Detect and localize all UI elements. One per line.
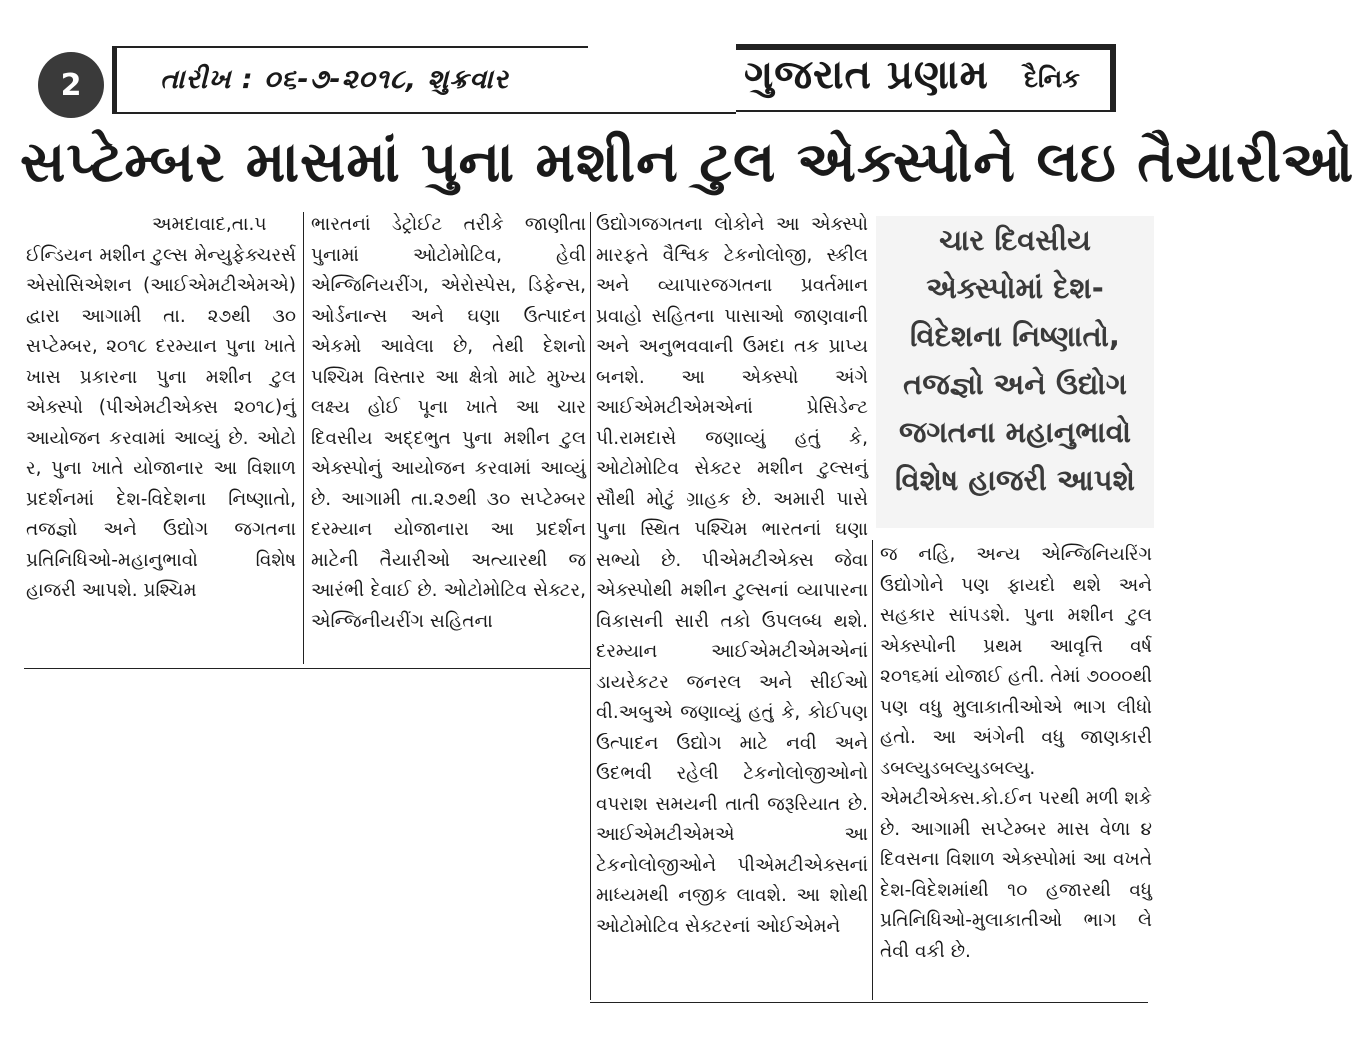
article-paragraph: જ નહિ, અન્ય એન્જિનિયરિંગ ઉદ્યોગોને પણ ફાયદો થશે અને સહકાર સાંપડશે. પુના મશીન ટુલ એક્સ્પોની પ્રથમ આવૃત્તિ વર્ષ ૨૦૧૬માં યોજાઈ હતી. તેમાં ૭૦૦૦થી પણ વધુ મુલાકાતીઓએ ભાગ લીધો હતો. આ અંગેની વધુ જાણકારી ડબલ્યુડબલ્યુડબલ્યુ. એમટીએક્સ.કો.ઈન પરથી મળી શકે છે. આગામી સપ્ટેમ્બર માસ વેળા ૪ દિવસના વિશાળ એક્સ્પોમાં આ વખતે દેશ-વિદેશમાંથી ૧૦ હજારથી વધુ પ્રતિનિધિઓ-મુલાકાતીઓ ભાગ લે તેવી વકી છે. (880, 544, 1152, 962)
date-line: તારીખ : ૦૬-૭-૨૦૧૮, શુક્રવાર (160, 64, 509, 95)
pull-quote-line: ચાર દિવસીય (939, 223, 1091, 257)
article-bottom-rule (590, 1002, 1148, 1003)
article-paragraph: અમદાવાદ,તા.૫ ઈન્ડિયન મશીન ટુલ્સ મેન્યુફેક્ચરર્સ એસોસિએશન (આઈએમટીએમએ) દ્વારા આગામી તા. ૨૭થી ૩૦ સપ્ટેમ્બર, ૨૦૧૮ દરમ્યાન પુના ખાતે ખાસ પ્રકારના પુના મશીન ટુલ એક્સ્પો (પીએમટીએક્સ ૨૦૧૮)નું આયોજન કરવામાં આવ્યું છે. ઓટો ર, પુના ખાતે યોજાનાર આ વિશાળ પ્રદર્શનમાં દેશ-વિદેશના નિષ્ણાતો, તજજ્ઞો અને ઉદ્યોગ જગતના પ્રતિનિધિઓ-મહાનુભાવો વિશેષ હાજરી આપશે. પ્રશ્ચિમ (26, 214, 296, 601)
page-number-badge (38, 52, 104, 118)
article-headline: સપ્ટેમ્બર માસમાં પુના મશીન ટુલ એક્સ્પોને લઇ તૈયારીઓ (20, 130, 1354, 195)
page-number: 2 (60, 67, 82, 103)
article-column-2 (311, 210, 586, 637)
article-paragraph: ભારતનાં ડેટ્રોઈટ તરીકે જાણીતા પુનામાં ઓટોમોટિવ, હેવી એન્જિનિયરીંગ, એરોસ્પેસ, ડિફેન્સ, ઓર્ડનાન્સ અને ઘણા ઉત્પાદન એકમો આવેલા છે, તેથી દેશનો પશ્ચિમ વિસ્તાર આ ક્ષેત્રો માટે મુખ્ય લક્ષ્ય હોઈ પૂના ખાતે આ ચાર દિવસીય અદ્દભુત પુના મશીન ટુલ એક્સ્પોનું આયોજન કરવામાં આવ્યું છે. આગામી તા.૨૭થી ૩૦ સપ્ટેમ્બર દરમ્યાન યોજાનારા આ પ્રદર્શન માટેની તૈયારીઓ અત્યારથી જ આરંભી દેવાઈ છે. ઓટોમોટિવ સેક્ટર, એન્જિનીયરીંગ સહિતના (311, 214, 586, 632)
column-rule (872, 540, 873, 1000)
article-column-1 (26, 210, 296, 607)
header-rule-top (112, 46, 588, 48)
header-rule-left (112, 46, 117, 114)
column-rule (303, 212, 304, 664)
article-paragraph: ઉદ્યોગજગતના લોકોને આ એક્સ્પો મારફતે વૈશ્વિક ટેકનોલોજી, સ્કીલ અને વ્યાપારજગતના પ્રવર્તમાન પ્રવાહો સહિતના પાસાઓ જાણવાની અને અનુભવવાની ઉમદા તક પ્રાપ્ય બનશે. આ એક્સ્પો અંગે આઈએમટીએમએનાં પ્રેસિડેન્ટ પી.રામદાસે જણાવ્યું હતું કે, ઓટોમોટિવ સેક્ટર મશીન ટુલ્સનું સૌથી મોટું ગ્રાહક છે. અમારી પાસે પુના સ્થિત પશ્ચિમ ભારતનાં ઘણા સભ્યો છે. પીએમટીએક્સ જેવા એક્સ્પોથી મશીન ટુલ્સનાં વ્યાપારના વિકાસની સારી તકો ઉપલબ્ધ થશે. દરમ્યાન આઈએમટીએમએનાં ડાયરેકટર જનરલ અને સીઈઓ વી.અબુએ જણાવ્યું હતું કે, કોઈપણ ઉત્પાદન ઉદ્યોગ માટે નવી અને ઉદભવી રહેલી ટેકનોલોજીઓનો વપરાશ સમયની તાતી જરૂરિયાત છે. આઈએમટીએમએ આ ટેકનોલોજીઓને પીએમટીએક્સનાં માધ્યમથી નજીક લાવશે. આ શોથી ઓટોમોટિવ સેક્ટરનાં ઓઈએમને (596, 214, 868, 937)
pull-quote-line: વિશેષ હાજરી આપશે (895, 463, 1135, 497)
article-column-4 (880, 540, 1152, 967)
pull-quote-line: જગતના મહાનુભાવો (898, 415, 1132, 449)
column-rule (590, 212, 591, 1000)
newspaper-tag: દૈનિક (1024, 64, 1080, 93)
pull-quote-line: તજજ્ઞો અને ઉદ્યોગ (903, 367, 1127, 401)
header-rule-bottom (112, 112, 736, 114)
newspaper-name: ગુજરાત પ્રણામ (744, 52, 989, 98)
pull-quote-line: વિદેશના નિષ્ણાતો, (910, 319, 1120, 353)
pull-quote (876, 216, 1154, 528)
article-bottom-rule (24, 668, 590, 669)
article-column-3 (596, 210, 868, 942)
pull-quote-line: એક્સ્પોમાં દેશ- (926, 271, 1104, 305)
